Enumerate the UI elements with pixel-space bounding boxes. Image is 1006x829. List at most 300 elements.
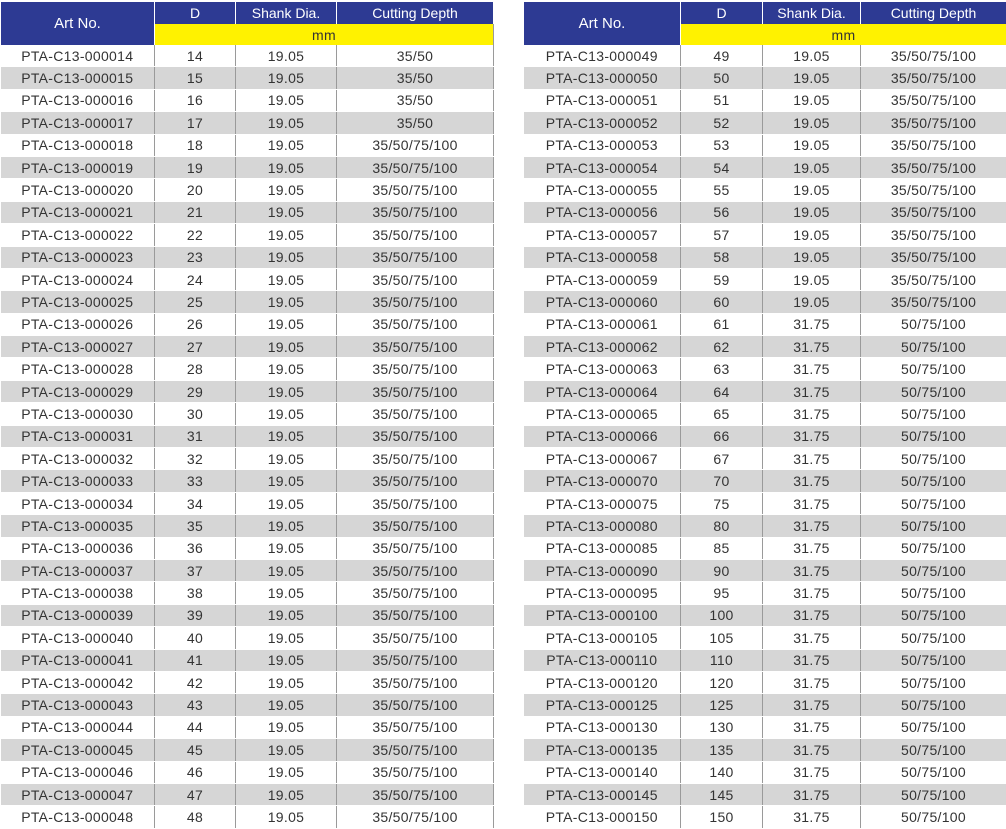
cutting-depth-cell: 50/75/100 [861,694,1006,716]
table-row [524,336,1006,358]
table-row [1,313,494,335]
cutting-depth-cell: 35/50/75/100 [337,582,494,604]
d-cell: 95 [681,582,763,604]
d-cell: 25 [155,291,236,313]
table-row [1,649,494,671]
shank-dia-cell: 19.05 [763,268,861,290]
art-no-cell: PTA-C13-000140 [524,761,681,783]
art-no-cell: PTA-C13-000046 [1,761,155,783]
shank-dia-cell: 31.75 [763,537,861,559]
art-no-cell: PTA-C13-000057 [524,224,681,246]
cutting-depth-cell: 35/50 [337,67,494,89]
d-cell: 37 [155,559,236,581]
d-cell: 24 [155,268,236,290]
table-row [524,582,1006,604]
shank-dia-cell: 19.05 [236,156,337,178]
art-no-cell: PTA-C13-000150 [524,806,681,828]
shank-dia-cell: 19.05 [236,403,337,425]
table-row [1,112,494,134]
shank-dia-cell: 19.05 [763,246,861,268]
cutting-depth-cell: 35/50/75/100 [861,201,1006,223]
table-row [524,671,1006,693]
d-cell: 30 [155,403,236,425]
table-row [1,671,494,693]
table-row [1,515,494,537]
d-cell: 14 [155,45,236,67]
shank-dia-cell: 19.05 [236,582,337,604]
shank-dia-cell: 31.75 [763,448,861,470]
art-no-cell: PTA-C13-000033 [1,470,155,492]
shank-dia-cell: 19.05 [763,156,861,178]
table-row [524,537,1006,559]
art-no-cell: PTA-C13-000035 [1,515,155,537]
shank-dia-cell: 19.05 [236,671,337,693]
d-cell: 65 [681,403,763,425]
table-row [524,358,1006,380]
art-no-cell: PTA-C13-000047 [1,783,155,805]
col-header-d: D [681,2,763,24]
table-row [524,156,1006,178]
shank-dia-cell: 19.05 [236,783,337,805]
d-cell: 64 [681,380,763,402]
cutting-depth-cell: 50/75/100 [861,716,1006,738]
d-cell: 80 [681,515,763,537]
art-no-cell: PTA-C13-000053 [524,134,681,156]
shank-dia-cell: 19.05 [763,45,861,67]
art-no-cell: PTA-C13-000110 [524,649,681,671]
table-row [524,112,1006,134]
art-no-cell: PTA-C13-000061 [524,313,681,335]
cutting-depth-cell: 35/50/75/100 [337,358,494,380]
shank-dia-cell: 31.75 [763,783,861,805]
art-no-cell: PTA-C13-000120 [524,671,681,693]
art-no-cell: PTA-C13-000105 [524,627,681,649]
art-no-cell: PTA-C13-000036 [1,537,155,559]
table-row [1,336,494,358]
d-cell: 29 [155,380,236,402]
cutting-depth-cell: 50/75/100 [861,492,1006,514]
cutting-depth-cell: 35/50/75/100 [337,783,494,805]
art-no-cell: PTA-C13-000090 [524,559,681,581]
shank-dia-cell: 31.75 [763,425,861,447]
table-row [1,604,494,626]
d-cell: 51 [681,89,763,111]
d-cell: 54 [681,156,763,178]
table-row [524,268,1006,290]
cutting-depth-cell: 35/50/75/100 [337,627,494,649]
table-row [524,515,1006,537]
art-no-cell: PTA-C13-000040 [1,627,155,649]
d-cell: 56 [681,201,763,223]
cutting-depth-cell: 35/50/75/100 [861,45,1006,67]
shank-dia-cell: 19.05 [236,246,337,268]
art-no-cell: PTA-C13-000060 [524,291,681,313]
table-row [524,694,1006,716]
d-cell: 20 [155,179,236,201]
d-cell: 90 [681,559,763,581]
art-no-cell: PTA-C13-000066 [524,425,681,447]
shank-dia-cell: 31.75 [763,739,861,761]
shank-dia-cell: 31.75 [763,403,861,425]
cutting-depth-cell: 50/75/100 [861,671,1006,693]
table-row [524,89,1006,111]
cutting-depth-cell: 35/50/75/100 [861,224,1006,246]
art-no-cell: PTA-C13-000023 [1,246,155,268]
art-no-cell: PTA-C13-000059 [524,268,681,290]
table-row [1,783,494,805]
art-no-cell: PTA-C13-000145 [524,783,681,805]
table-row [1,559,494,581]
table-row [1,739,494,761]
cutting-depth-cell: 35/50/75/100 [861,112,1006,134]
d-cell: 100 [681,604,763,626]
art-no-cell: PTA-C13-000026 [1,313,155,335]
table-row [524,627,1006,649]
shank-dia-cell: 19.05 [236,515,337,537]
table-row [524,313,1006,335]
table-row [524,739,1006,761]
shank-dia-cell: 31.75 [763,582,861,604]
table-row [1,425,494,447]
art-no-cell: PTA-C13-000070 [524,470,681,492]
art-no-cell: PTA-C13-000080 [524,515,681,537]
table-row [524,716,1006,738]
shank-dia-cell: 19.05 [763,134,861,156]
d-cell: 21 [155,201,236,223]
art-no-cell: PTA-C13-000055 [524,179,681,201]
table-row [1,156,494,178]
cutting-depth-cell: 35/50/75/100 [861,246,1006,268]
shank-dia-cell: 19.05 [236,336,337,358]
col-header-cutting-depth: Cutting Depth [861,2,1006,24]
col-header-d: D [155,2,236,24]
art-no-cell: PTA-C13-000067 [524,448,681,470]
cutting-depth-cell: 35/50/75/100 [337,537,494,559]
table-row [524,403,1006,425]
art-no-cell: PTA-C13-000049 [524,45,681,67]
art-no-cell: PTA-C13-000064 [524,380,681,402]
art-no-cell: PTA-C13-000085 [524,537,681,559]
table-row [524,291,1006,313]
shank-dia-cell: 19.05 [236,313,337,335]
shank-dia-cell: 19.05 [236,380,337,402]
table-row [1,806,494,828]
art-no-cell: PTA-C13-000062 [524,336,681,358]
art-no-cell: PTA-C13-000037 [1,559,155,581]
art-no-cell: PTA-C13-000125 [524,694,681,716]
cutting-depth-cell: 35/50/75/100 [337,380,494,402]
table-row [1,67,494,89]
shank-dia-cell: 19.05 [236,89,337,111]
cutting-depth-cell: 50/75/100 [861,336,1006,358]
cutting-depth-cell: 50/75/100 [861,604,1006,626]
shank-dia-cell: 19.05 [236,268,337,290]
d-cell: 16 [155,89,236,111]
art-no-cell: PTA-C13-000051 [524,89,681,111]
d-cell: 140 [681,761,763,783]
cutting-depth-cell: 35/50/75/100 [337,515,494,537]
art-no-cell: PTA-C13-000100 [524,604,681,626]
cutting-depth-cell: 50/75/100 [861,313,1006,335]
d-cell: 36 [155,537,236,559]
table-row [524,201,1006,223]
table-row [1,89,494,111]
d-cell: 18 [155,134,236,156]
d-cell: 31 [155,425,236,447]
shank-dia-cell: 19.05 [236,559,337,581]
cutting-depth-cell: 35/50/75/100 [337,201,494,223]
spec-table-right [523,2,1006,829]
art-no-cell: PTA-C13-000045 [1,739,155,761]
shank-dia-cell: 19.05 [236,761,337,783]
shank-dia-cell: 31.75 [763,492,861,514]
d-cell: 23 [155,246,236,268]
table-row [1,403,494,425]
d-cell: 34 [155,492,236,514]
shank-dia-cell: 19.05 [236,224,337,246]
art-no-cell: PTA-C13-000052 [524,112,681,134]
table-row [524,380,1006,402]
shank-dia-cell: 19.05 [763,112,861,134]
d-cell: 60 [681,291,763,313]
art-no-cell: PTA-C13-000024 [1,268,155,290]
table-row [1,224,494,246]
cutting-depth-cell: 50/75/100 [861,559,1006,581]
d-cell: 55 [681,179,763,201]
d-cell: 105 [681,627,763,649]
table-row [524,806,1006,828]
art-no-cell: PTA-C13-000032 [1,448,155,470]
d-cell: 66 [681,425,763,447]
col-header-art-no: Art No. [524,2,681,45]
d-cell: 130 [681,716,763,738]
cutting-depth-cell: 35/50/75/100 [337,739,494,761]
cutting-depth-cell: 50/75/100 [861,649,1006,671]
table-row [524,45,1006,67]
art-no-cell: PTA-C13-000043 [1,694,155,716]
d-cell: 44 [155,716,236,738]
shank-dia-cell: 19.05 [763,224,861,246]
cutting-depth-cell: 35/50/75/100 [861,291,1006,313]
table-row [1,291,494,313]
shank-dia-cell: 19.05 [236,470,337,492]
table-row [1,492,494,514]
d-cell: 62 [681,336,763,358]
cutting-depth-cell: 35/50/75/100 [337,806,494,828]
cutting-depth-cell: 35/50/75/100 [337,492,494,514]
d-cell: 61 [681,313,763,335]
art-no-cell: PTA-C13-000042 [1,671,155,693]
d-cell: 32 [155,448,236,470]
d-cell: 47 [155,783,236,805]
table-row [1,694,494,716]
d-cell: 38 [155,582,236,604]
shank-dia-cell: 31.75 [763,358,861,380]
d-cell: 135 [681,739,763,761]
art-no-cell: PTA-C13-000039 [1,604,155,626]
cutting-depth-cell: 35/50/75/100 [337,649,494,671]
d-cell: 150 [681,806,763,828]
cutting-depth-cell: 35/50/75/100 [337,336,494,358]
d-cell: 120 [681,671,763,693]
shank-dia-cell: 31.75 [763,470,861,492]
d-cell: 49 [681,45,763,67]
d-cell: 57 [681,224,763,246]
cutting-depth-cell: 35/50/75/100 [861,179,1006,201]
d-cell: 58 [681,246,763,268]
shank-dia-cell: 19.05 [236,806,337,828]
cutting-depth-cell: 35/50/75/100 [337,134,494,156]
art-no-cell: PTA-C13-000056 [524,201,681,223]
d-cell: 48 [155,806,236,828]
table-row [524,224,1006,246]
table-row [524,761,1006,783]
cutting-depth-cell: 50/75/100 [861,515,1006,537]
cutting-depth-cell: 35/50/75/100 [861,89,1006,111]
art-no-cell: PTA-C13-000021 [1,201,155,223]
d-cell: 43 [155,694,236,716]
d-cell: 15 [155,67,236,89]
d-cell: 45 [155,739,236,761]
table-row [524,559,1006,581]
table-row [1,179,494,201]
cutting-depth-cell: 35/50/75/100 [337,716,494,738]
cutting-depth-cell: 50/75/100 [861,537,1006,559]
table-row [524,179,1006,201]
cutting-depth-cell: 35/50/75/100 [337,179,494,201]
table-row [1,201,494,223]
cutting-depth-cell: 50/75/100 [861,358,1006,380]
cutting-depth-cell: 35/50/75/100 [337,156,494,178]
shank-dia-cell: 19.05 [763,201,861,223]
shank-dia-cell: 31.75 [763,716,861,738]
art-no-cell: PTA-C13-000054 [524,156,681,178]
d-cell: 75 [681,492,763,514]
table-row [524,67,1006,89]
cutting-depth-cell: 35/50/75/100 [337,671,494,693]
art-no-cell: PTA-C13-000019 [1,156,155,178]
cutting-depth-cell: 35/50/75/100 [337,403,494,425]
d-cell: 85 [681,537,763,559]
d-cell: 145 [681,783,763,805]
table-row [524,649,1006,671]
cutting-depth-cell: 35/50 [337,89,494,111]
col-header-cutting-depth: Cutting Depth [337,2,494,24]
cutting-depth-cell: 50/75/100 [861,806,1006,828]
table-row [524,604,1006,626]
cutting-depth-cell: 50/75/100 [861,470,1006,492]
d-cell: 67 [681,448,763,470]
cutting-depth-cell: 50/75/100 [861,783,1006,805]
cutting-depth-cell: 35/50/75/100 [861,134,1006,156]
art-no-cell: PTA-C13-000022 [1,224,155,246]
table-row [524,134,1006,156]
shank-dia-cell: 31.75 [763,671,861,693]
shank-dia-cell: 31.75 [763,694,861,716]
shank-dia-cell: 19.05 [236,604,337,626]
table-row [1,358,494,380]
art-no-cell: PTA-C13-000135 [524,739,681,761]
art-no-cell: PTA-C13-000130 [524,716,681,738]
shank-dia-cell: 31.75 [763,649,861,671]
shank-dia-cell: 31.75 [763,380,861,402]
cutting-depth-cell: 35/50/75/100 [337,224,494,246]
art-no-cell: PTA-C13-000063 [524,358,681,380]
shank-dia-cell: 31.75 [763,604,861,626]
table-row [524,448,1006,470]
art-no-cell: PTA-C13-000017 [1,112,155,134]
cutting-depth-cell: 35/50/75/100 [861,156,1006,178]
cutting-depth-cell: 35/50/75/100 [337,291,494,313]
shank-dia-cell: 19.05 [236,739,337,761]
cutting-depth-cell: 35/50/75/100 [337,559,494,581]
table-row [1,582,494,604]
shank-dia-cell: 19.05 [236,537,337,559]
shank-dia-cell: 19.05 [236,134,337,156]
d-cell: 110 [681,649,763,671]
d-cell: 41 [155,649,236,671]
cutting-depth-cell: 35/50/75/100 [337,761,494,783]
d-cell: 46 [155,761,236,783]
table-row [524,246,1006,268]
shank-dia-cell: 31.75 [763,313,861,335]
cutting-depth-cell: 35/50 [337,112,494,134]
art-no-cell: PTA-C13-000058 [524,246,681,268]
spec-table-left [0,2,494,829]
shank-dia-cell: 19.05 [236,694,337,716]
art-no-cell: PTA-C13-000020 [1,179,155,201]
d-cell: 53 [681,134,763,156]
cutting-depth-cell: 35/50/75/100 [861,268,1006,290]
shank-dia-cell: 19.05 [236,716,337,738]
art-no-cell: PTA-C13-000014 [1,45,155,67]
shank-dia-cell: 19.05 [236,45,337,67]
art-no-cell: PTA-C13-000050 [524,67,681,89]
shank-dia-cell: 19.05 [236,291,337,313]
art-no-cell: PTA-C13-000028 [1,358,155,380]
table-row [1,45,494,67]
table-row [1,716,494,738]
table-row [524,425,1006,447]
cutting-depth-cell: 50/75/100 [861,761,1006,783]
d-cell: 22 [155,224,236,246]
shank-dia-cell: 19.05 [236,448,337,470]
table-row [524,492,1006,514]
table-row [1,134,494,156]
d-cell: 63 [681,358,763,380]
d-cell: 125 [681,694,763,716]
shank-dia-cell: 19.05 [236,179,337,201]
shank-dia-cell: 31.75 [763,559,861,581]
table-body-right [524,45,1006,828]
shank-dia-cell: 19.05 [236,358,337,380]
col-header-shank-dia: Shank Dia. [236,2,337,24]
art-no-cell: PTA-C13-000016 [1,89,155,111]
col-header-shank-dia: Shank Dia. [763,2,861,24]
shank-dia-cell: 19.05 [236,627,337,649]
cutting-depth-cell: 35/50/75/100 [337,694,494,716]
d-cell: 33 [155,470,236,492]
d-cell: 17 [155,112,236,134]
art-no-cell: PTA-C13-000075 [524,492,681,514]
art-no-cell: PTA-C13-000044 [1,716,155,738]
d-cell: 50 [681,67,763,89]
cutting-depth-cell: 50/75/100 [861,739,1006,761]
art-no-cell: PTA-C13-000041 [1,649,155,671]
cutting-depth-cell: 35/50/75/100 [337,425,494,447]
d-cell: 70 [681,470,763,492]
unit-row: mm [155,24,494,45]
